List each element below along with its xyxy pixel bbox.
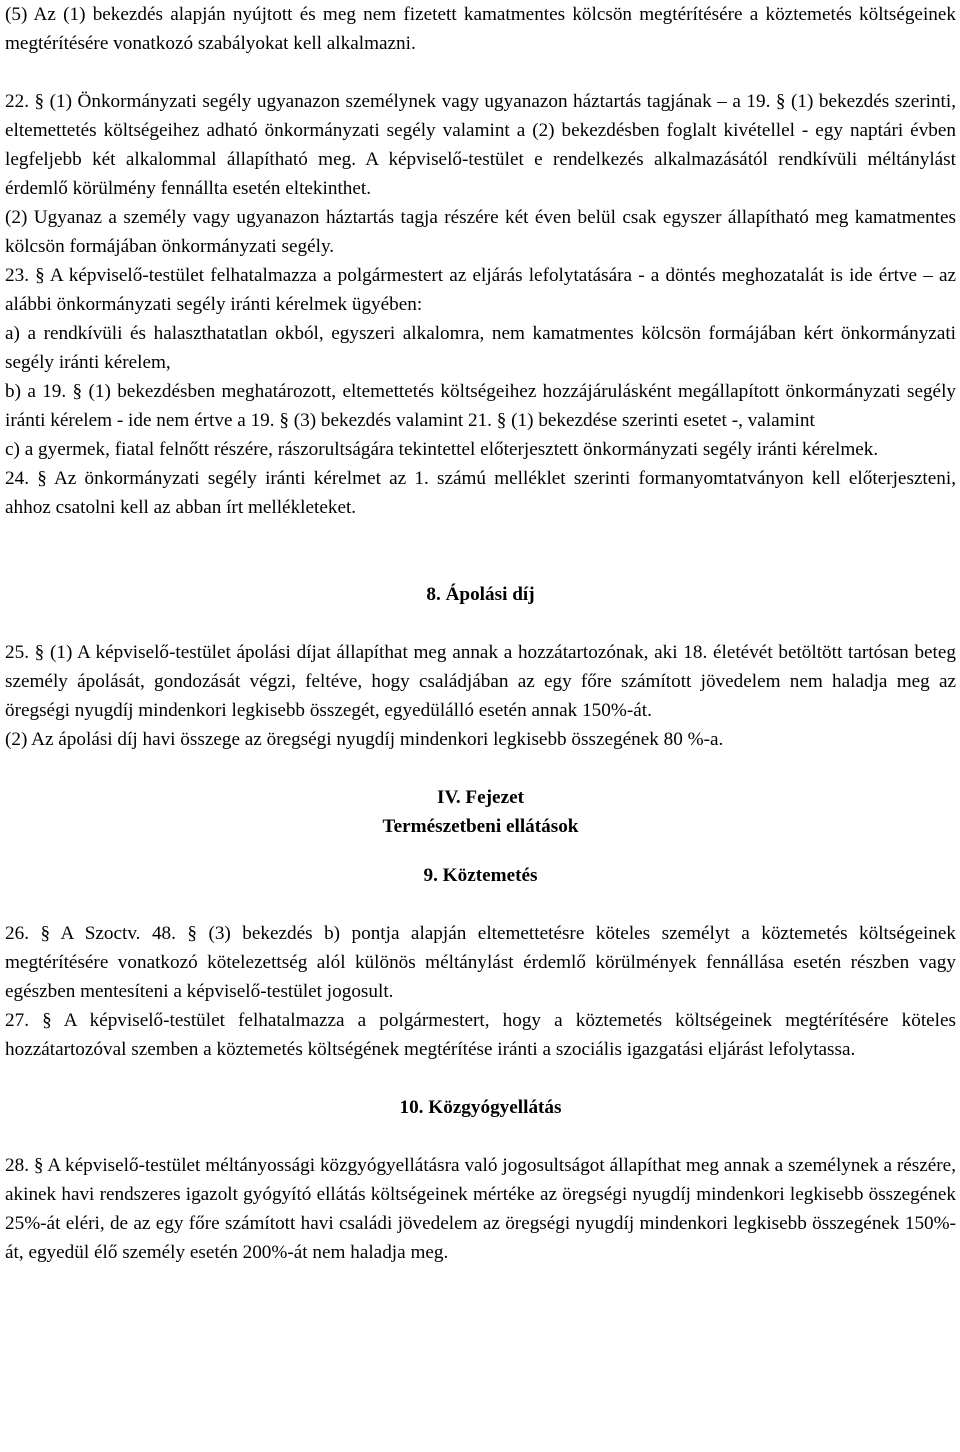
spacer bbox=[5, 841, 956, 861]
spacer bbox=[5, 609, 956, 638]
section-23-intro: 23. § A képviselő-testület felhatalmazza a polgármestert az eljárás lefolytatására - a döntés meghozatalát is ide értve – az alábbi önkormányzati segély iránti kérelmek ügyében: bbox=[5, 265, 956, 315]
section-27: 27. § A képviselő-testület felhatalmazza a polgármestert, hogy a köztemetés költségeinek megtérítésére köteles hozzátartozóval szemben a köztemetés költségének megtérítése iránti a szociális igazgatási eljárást lefolytassa. bbox=[5, 1010, 956, 1060]
heading-9-koztemetes: 9. Köztemetés bbox=[423, 865, 538, 886]
section-23-point-b: b) a 19. § (1) bekezdésben meghatározott, eltemettetés költségeihez hozzájárulásként megállapított önkormányzati segély iránti kérelem - ide nem értve a 19. § (3) bekezdés valamint 21. § (1) bekezdése szerinti esetet -, valamint bbox=[5, 381, 956, 431]
section-26: 26. § A Szoctv. 48. § (3) bekezdés b) pontja alapján eltemettetésre köteles személyt a köztemetés költségeinek megtérítésére vonatkozó kötelezettség alól különös méltánylást érdemlő körülmények fennállása esetén részben vagy egészben mentesíteni a képviselő-testület jogosult. bbox=[5, 923, 956, 1002]
section-28: 28. § A képviselő-testület méltányossági közgyógyellátásra való jogosultságot állapíthat meg annak a személynek a részére, akinek havi rendszeres igazolt gyógyító ellátás költségeinek mértéke az öregségi nyugdíj mindenkori legkisebb összegének 25%-át eléri, de az egy főre számított havi családi jövedelem az öregségi nyugdíj mindenkori legkisebb összegének 150%-át, egyedül élő személy esetén 200%-át nem haladja meg. bbox=[5, 1155, 956, 1263]
spacer bbox=[5, 754, 956, 783]
spacer bbox=[5, 1122, 956, 1151]
spacer bbox=[5, 1064, 956, 1093]
section-22-paragraph-2: (2) Ugyanaz a személy vagy ugyanazon háztartás tagja részére két éven belül csak egyszer állapítható meg kamatmentes kölcsön formájában önkormányzati segély. bbox=[5, 207, 956, 257]
section-23-point-a: a) a rendkívüli és halaszthatatlan okból, egyszeri alkalomra, nem kamatmentes kölcsön formájában kért önkormányzati segély iránti kérelem, bbox=[5, 323, 956, 373]
section-24: 24. § Az önkormányzati segély iránti kérelmet az 1. számú melléklet szerinti formanyomtatványon kell előterjeszteni, ahhoz csatolni kell az abban írt mellékleteket. bbox=[5, 468, 956, 518]
spacer bbox=[5, 58, 956, 87]
section-25-paragraph-1: 25. § (1) A képviselő-testület ápolási díjat állapíthat meg annak a hozzátartozónak, aki 18. életévét betöltött tartósan beteg személy ápolását, gondozását végzi, feltéve, hogy családjában az egy főre számított jövedelem nem haladja meg az öregségi nyugdíj mindenkori legkisebb összegét, egyedülálló esetén annak 150%-át. bbox=[5, 642, 956, 721]
spacer bbox=[5, 522, 956, 580]
heading-8-apolasi-dij: 8. Ápolási díj bbox=[426, 584, 535, 605]
spacer bbox=[5, 890, 956, 919]
chapter-title: Természetbeni ellátások bbox=[382, 816, 579, 837]
section-23-point-c: c) a gyermek, fiatal felnőtt részére, rászorultságára tekintettel előterjesztett önkormányzati segély iránti kérelmek. bbox=[5, 439, 879, 460]
section-25-paragraph-2: (2) Az ápolási díj havi összege az öregségi nyugdíj mindenkori legkisebb összegének 80 %-a. bbox=[5, 729, 724, 750]
heading-10-kozgyogyellatas: 10. Közgyógyellátás bbox=[399, 1097, 562, 1118]
section-22-paragraph-1: 22. § (1) Önkormányzati segély ugyanazon személynek vagy ugyanazon háztartás tagjának – a 19. § (1) bekezdés szerinti, eltemettetés költségeihez adható önkormányzati segély valamint a (2) bekezdésben foglalt kivétellel - egy naptári évben legfeljebb két alkalommal állapítható meg. A képviselő-testület e rendelkezés alkalmazásától rendkívüli méltánylást érdemlő körülmény fennállta esetén eltekinthet. bbox=[5, 91, 956, 199]
paragraph-5-rule: (5) Az (1) bekezdés alapján nyújtott és meg nem fizetett kamatmentes kölcsön megtérítésére a köztemetés költségeinek megtérítésére vonatkozó szabályokat kell alkalmazni. bbox=[5, 4, 956, 54]
chapter-number: IV. Fejezet bbox=[436, 787, 524, 808]
